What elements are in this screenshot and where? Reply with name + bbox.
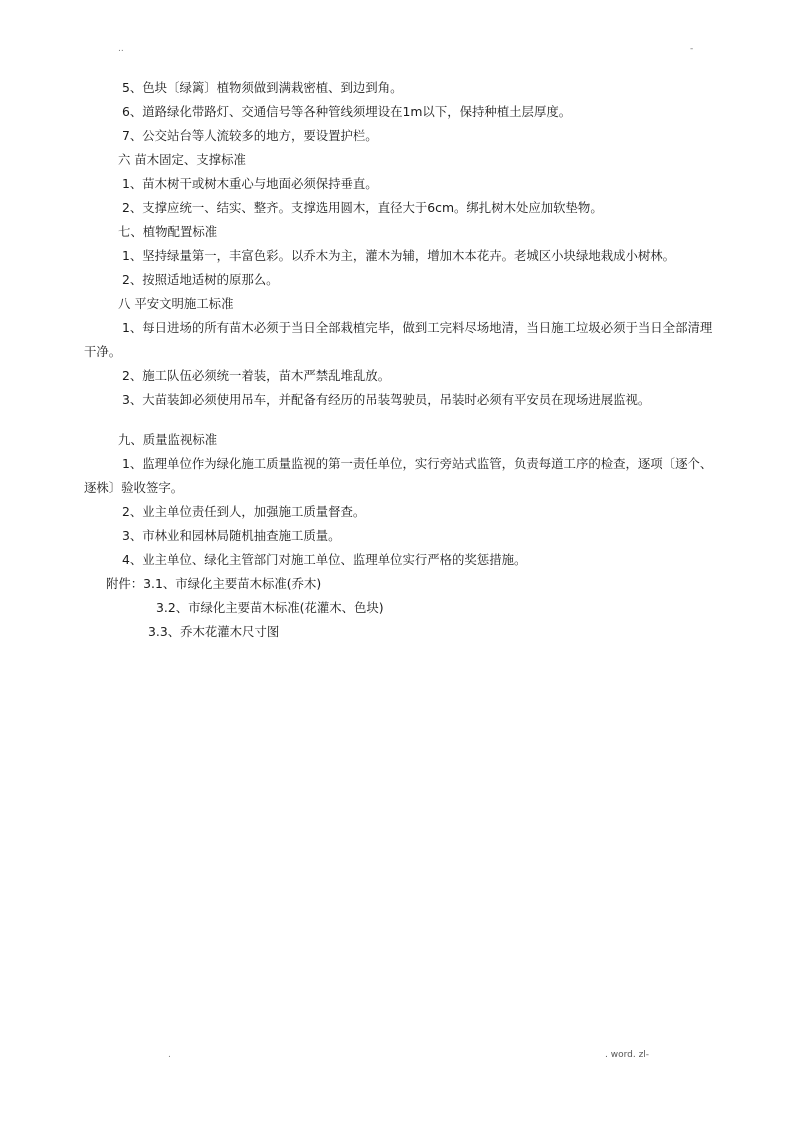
paragraph-line: 3、市林业和园林局随机抽查施工质量。 bbox=[122, 528, 341, 543]
paragraph: 1、坚持绿量第一，丰富色彩。以乔木为主，灌木为辅，增加木本花卉。老城区小块绿地栽成小树林。 bbox=[122, 248, 676, 263]
paragraph-line: 3、大苗装卸必须使用吊车，并配备有经历的吊装驾驶员，吊装时必须有平安员在现场进展监视。 bbox=[122, 392, 651, 407]
section-heading: 九、质量监视标准 bbox=[118, 432, 218, 447]
paragraph-line: 7、公交站台等人流较多的地方，要设置护栏。 bbox=[122, 128, 378, 143]
paragraph: 1、每日进场的所有苗木必须于当日全部栽植完毕，做到工完料尽场地清，当日施工垃圾必须于当日全部清理干净。 bbox=[84, 320, 713, 359]
paragraph-line: 4、业主单位、绿化主管部门对施工单位、监理单位实行严格的奖惩措施。 bbox=[122, 552, 527, 567]
header-left-mark: .. bbox=[118, 44, 124, 54]
paragraph-line: 2、业主单位责任到人，加强施工质量督查。 bbox=[122, 504, 366, 519]
paragraph-line: 2、按照适地适树的原那么。 bbox=[122, 272, 279, 287]
paragraph-line: 5、色块〔绿篱〕植物须做到满栽密植、到边到角。 bbox=[122, 80, 403, 95]
paragraph-line: 2、施工队伍必须统一着装，苗木严禁乱堆乱放。 bbox=[122, 368, 391, 383]
header-right-mark: - bbox=[690, 44, 694, 54]
section-heading: 六 苗木固定、支撑标准 bbox=[118, 152, 246, 167]
paragraph: 1、监理单位作为绿化施工质量监视的第一责任单位，实行旁站式监管，负责每道工序的检查，逐项〔逐个、逐株〕验收签字。 bbox=[84, 456, 713, 495]
attachment-line: 3.2、市绿化主要苗木标准(花灌木、色块) bbox=[156, 600, 384, 615]
footer-right-mark: . word. zl- bbox=[605, 1050, 650, 1060]
section-heading: 七、植物配置标准 bbox=[118, 224, 218, 239]
paragraph-line: 6、道路绿化带路灯、交通信号等各种管线须埋设在1m以下，保持种植土层厚度。 bbox=[122, 104, 572, 119]
footer-left-mark: . bbox=[168, 1050, 171, 1060]
paragraph-line: 2、支撑应统一、结实、整齐。支撑选用圆木，直径大于6cm。绑扎树木处应加软垫物。 bbox=[122, 200, 603, 215]
section-heading: 八 平安文明施工标准 bbox=[118, 296, 234, 311]
document-body bbox=[84, 76, 720, 644]
attachment-line: 附件：3.1、市绿化主要苗木标准(乔木) bbox=[106, 576, 322, 591]
paragraph-line: 1、苗木树干或树木重心与地面必须保持垂直。 bbox=[122, 176, 378, 191]
attachment-line: 3.3、乔木花灌木尺寸图 bbox=[148, 624, 280, 639]
